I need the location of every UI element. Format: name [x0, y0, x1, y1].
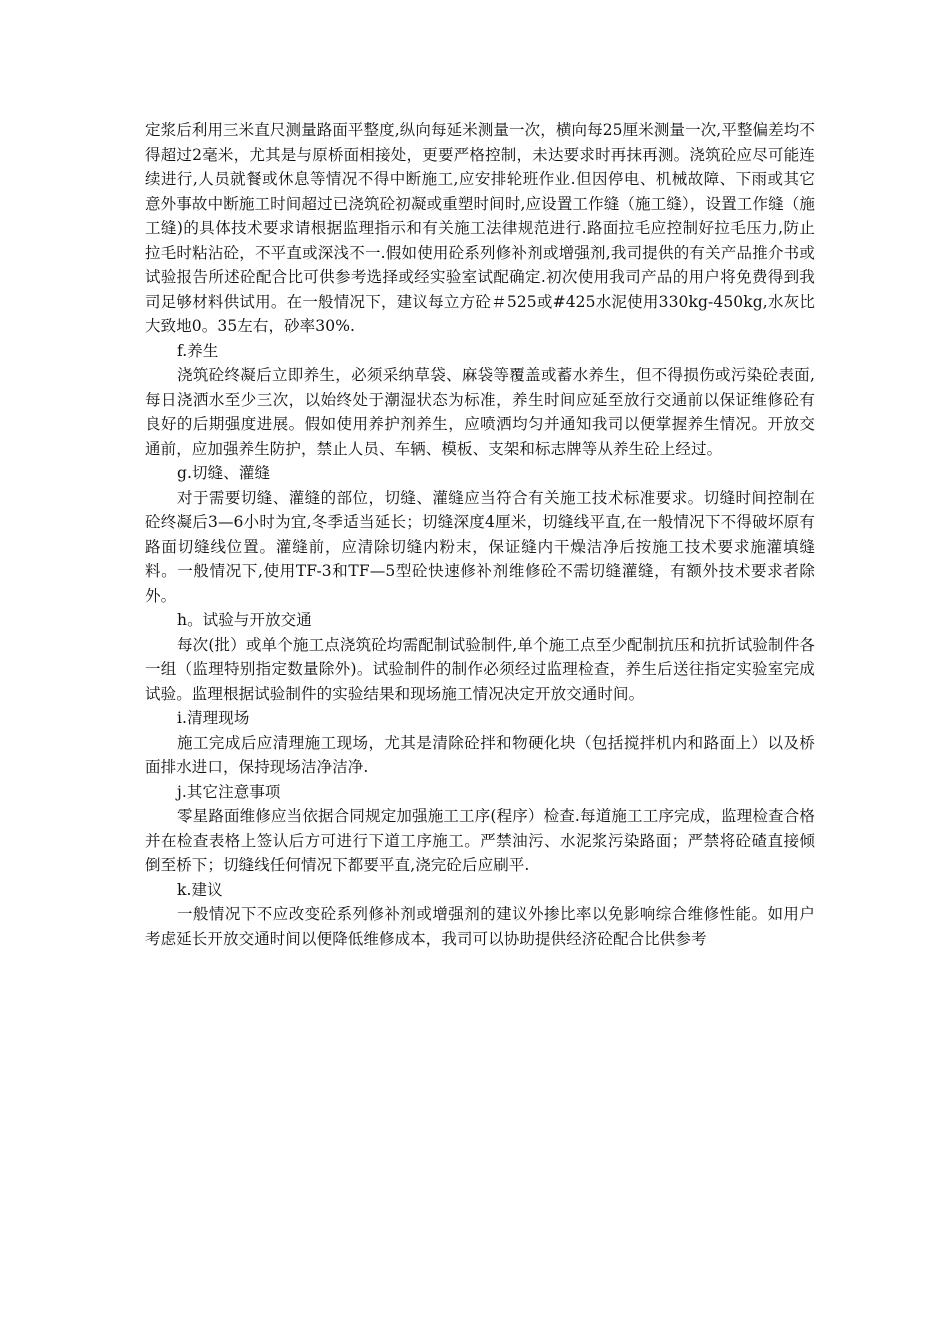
paragraph-cleanup: 施工完成后应清理施工现场，尤其是清除砼拌和物硬化块（包括搅拌机内和路面上）以及桥面排水进口，保持现场洁净洁净.: [145, 733, 815, 776]
paragraph-curing: 浇筑砼终凝后立即养生，必须采纳草袋、麻袋等覆盖或蓄水养生，但不得损伤或污染砼表面,每日浇洒水至少三次，以始终处于潮湿状态为标准，养生时间应延至放行交通前以保证维修砼有良好的后期强度进展。假如使用养护剂养生，应喷洒均匀并通知我司以便掌握养生情况。开放交通前，应加强养生防护，禁止人员、车辆、模板、支架和标志牌等从养生砼上经过。: [145, 366, 815, 458]
paragraph-other-notes: 零星路面维修应当依据合同规定加强施工工序(程序）检查.每道施工工序完成，监理检查合格并在检查表格上签认后方可进行下道工序施工。严禁油污、水泥浆污染路面；严禁将砼碴直接倾倒至桥下；切缝线任何情况下都要平直,浇完砼后应刷平.: [145, 807, 815, 874]
section-heading-suggestions: k.建议: [177, 880, 223, 899]
section-heading-joint-cutting: g.切缝、灌缝: [177, 464, 271, 482]
paragraph-mix-design: 定浆后利用三米直尺测量路面平整度,纵向每延米测量一次，横向每25厘米测量一次,平整偏差均不得超过2毫米，尤其是与原桥面相接处，更要严格控制，未达要求时再抹再测。浇筑砼应尽可能连续进行,人员就餐或休息等情况不得中断施工,应安排轮班作业.但因停电、机械故障、下雨或其它意外事故中断施工时间超过已浇筑砼初凝或重塑时间时,应设置工作缝（施工缝），设置工作缝（施工缝)的具体技术要求请根据监理指示和有关施工法律规范进行.路面拉毛应控制好拉毛压力,防止拉毛时粘沾砼，不平直或深浅不一.假如使用砼系列修补剂或增强剂,我司提供的有关产品推介书或试验报告所述砼配合比可供参考选择或经实验室试配确定.初次使用我司产品的用户将免费得到我司足够材料供试用。在一般情况下，建议每立方砼＃525或#425水泥使用330kg-450kg,水灰比大致地0。35左右，砂率30%.: [145, 121, 815, 335]
section-heading-curing: f.养生: [177, 341, 219, 360]
section-heading-testing: h。试验与开放交通: [177, 611, 312, 629]
paragraph-testing: 每次(批）或单个施工点浇筑砼均需配制试验制件,单个施工点至少配制抗压和抗折试验制件各一组（监理特别指定数量除外)。试验制件的制作必须经过监理检查，养生后送往指定实验室完成试验。监理根据试验制件的实验结果和现场施工情况决定开放交通时间。: [145, 635, 815, 703]
section-heading-cleanup: i.清理现场: [177, 709, 250, 727]
paragraph-joint-cutting: 对于需要切缝、灌缝的部位，切缝、灌缝应当符合有关施工技术标准要求。切缝时间控制在砼终凝后3—6小时为宜,冬季适当延长；切缝深度4厘米，切缝线平直,在一般情况下不得破坏原有路面切缝线位置。灌缝前，应清除切缝内粉末，保证缝内干燥洁净后按施工技术要求施灌填缝料。一般情况下,使用TF-3和TF—5型砼快速修补剂维修砼不需切缝灌缝，有额外技术要求者除外。: [145, 488, 815, 605]
section-heading-other-notes: j.其它注意事项: [177, 782, 281, 801]
paragraph-suggestions: 一般情况下不应改变砼系列修补剂或增强剂的建议外掺比率以免影响综合维修性能。如用户考虑延长开放交通时间以便降低维修成本，我司可以协助提供经济砼配合比供参考: [145, 905, 815, 948]
document-body: [145, 118, 815, 951]
